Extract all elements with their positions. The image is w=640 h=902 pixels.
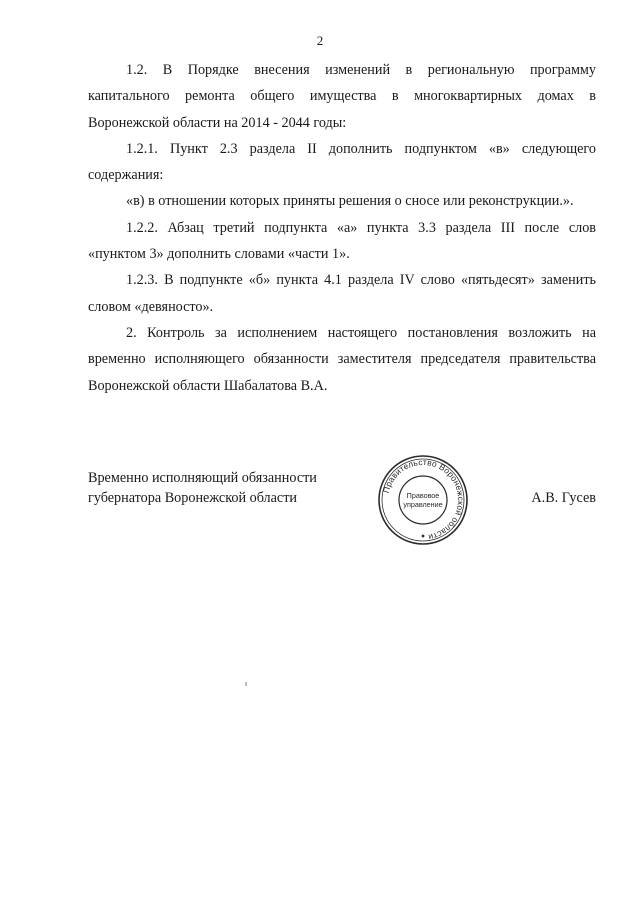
signatory-position xyxy=(88,468,317,508)
document-body xyxy=(88,57,596,399)
signatory-name: А.В. Гусев xyxy=(531,490,596,506)
signature-block xyxy=(88,456,608,558)
paragraph-1-2: 1.2. В Порядке внесения изменений в региональную программу капитального ремонта общего имущества в многоквартирных домах в Воронежской области на 2014 - 2044 годы: xyxy=(88,62,596,131)
page-number: 2 xyxy=(316,33,324,48)
signatory-position-line-1: Временно исполняющий обязанности xyxy=(88,470,317,486)
stamp-inner-line-1: Правовое xyxy=(406,491,440,500)
scan-mark xyxy=(245,682,247,686)
stamp-inner-line-2: управление xyxy=(403,500,443,509)
stamp-outer-text: Правительство Воронежской области xyxy=(380,456,467,543)
paragraph-1-2-1: 1.2.1. Пункт 2.3 раздела II дополнить подпунктом «в» следующего содержания: xyxy=(88,140,596,184)
stamp-dot xyxy=(422,535,425,538)
official-stamp xyxy=(377,454,469,546)
paragraph-2: 2. Контроль за исполнением настоящего постановления возложить на временно исполняющего обязанности заместителя председателя правительства Воронежской области Шабалатова В.А. xyxy=(88,324,596,394)
paragraph-quote: «в) в отношении которых приняты решения о сносе или реконструкции.». xyxy=(126,193,574,210)
paragraph-1-2-2: 1.2.2. Абзац третий подпункта «а» пункта 3.3 раздела III после слов «пунктом 3» дополнить словами «части 1». xyxy=(88,219,596,263)
paragraph-1-2-3: 1.2.3. В подпункте «б» пункта 4.1 раздела IV слово «пятьдесят» заменить словом «девяносто». xyxy=(88,272,596,315)
signatory-position-line-2: губернатора Воронежской области xyxy=(88,490,298,506)
